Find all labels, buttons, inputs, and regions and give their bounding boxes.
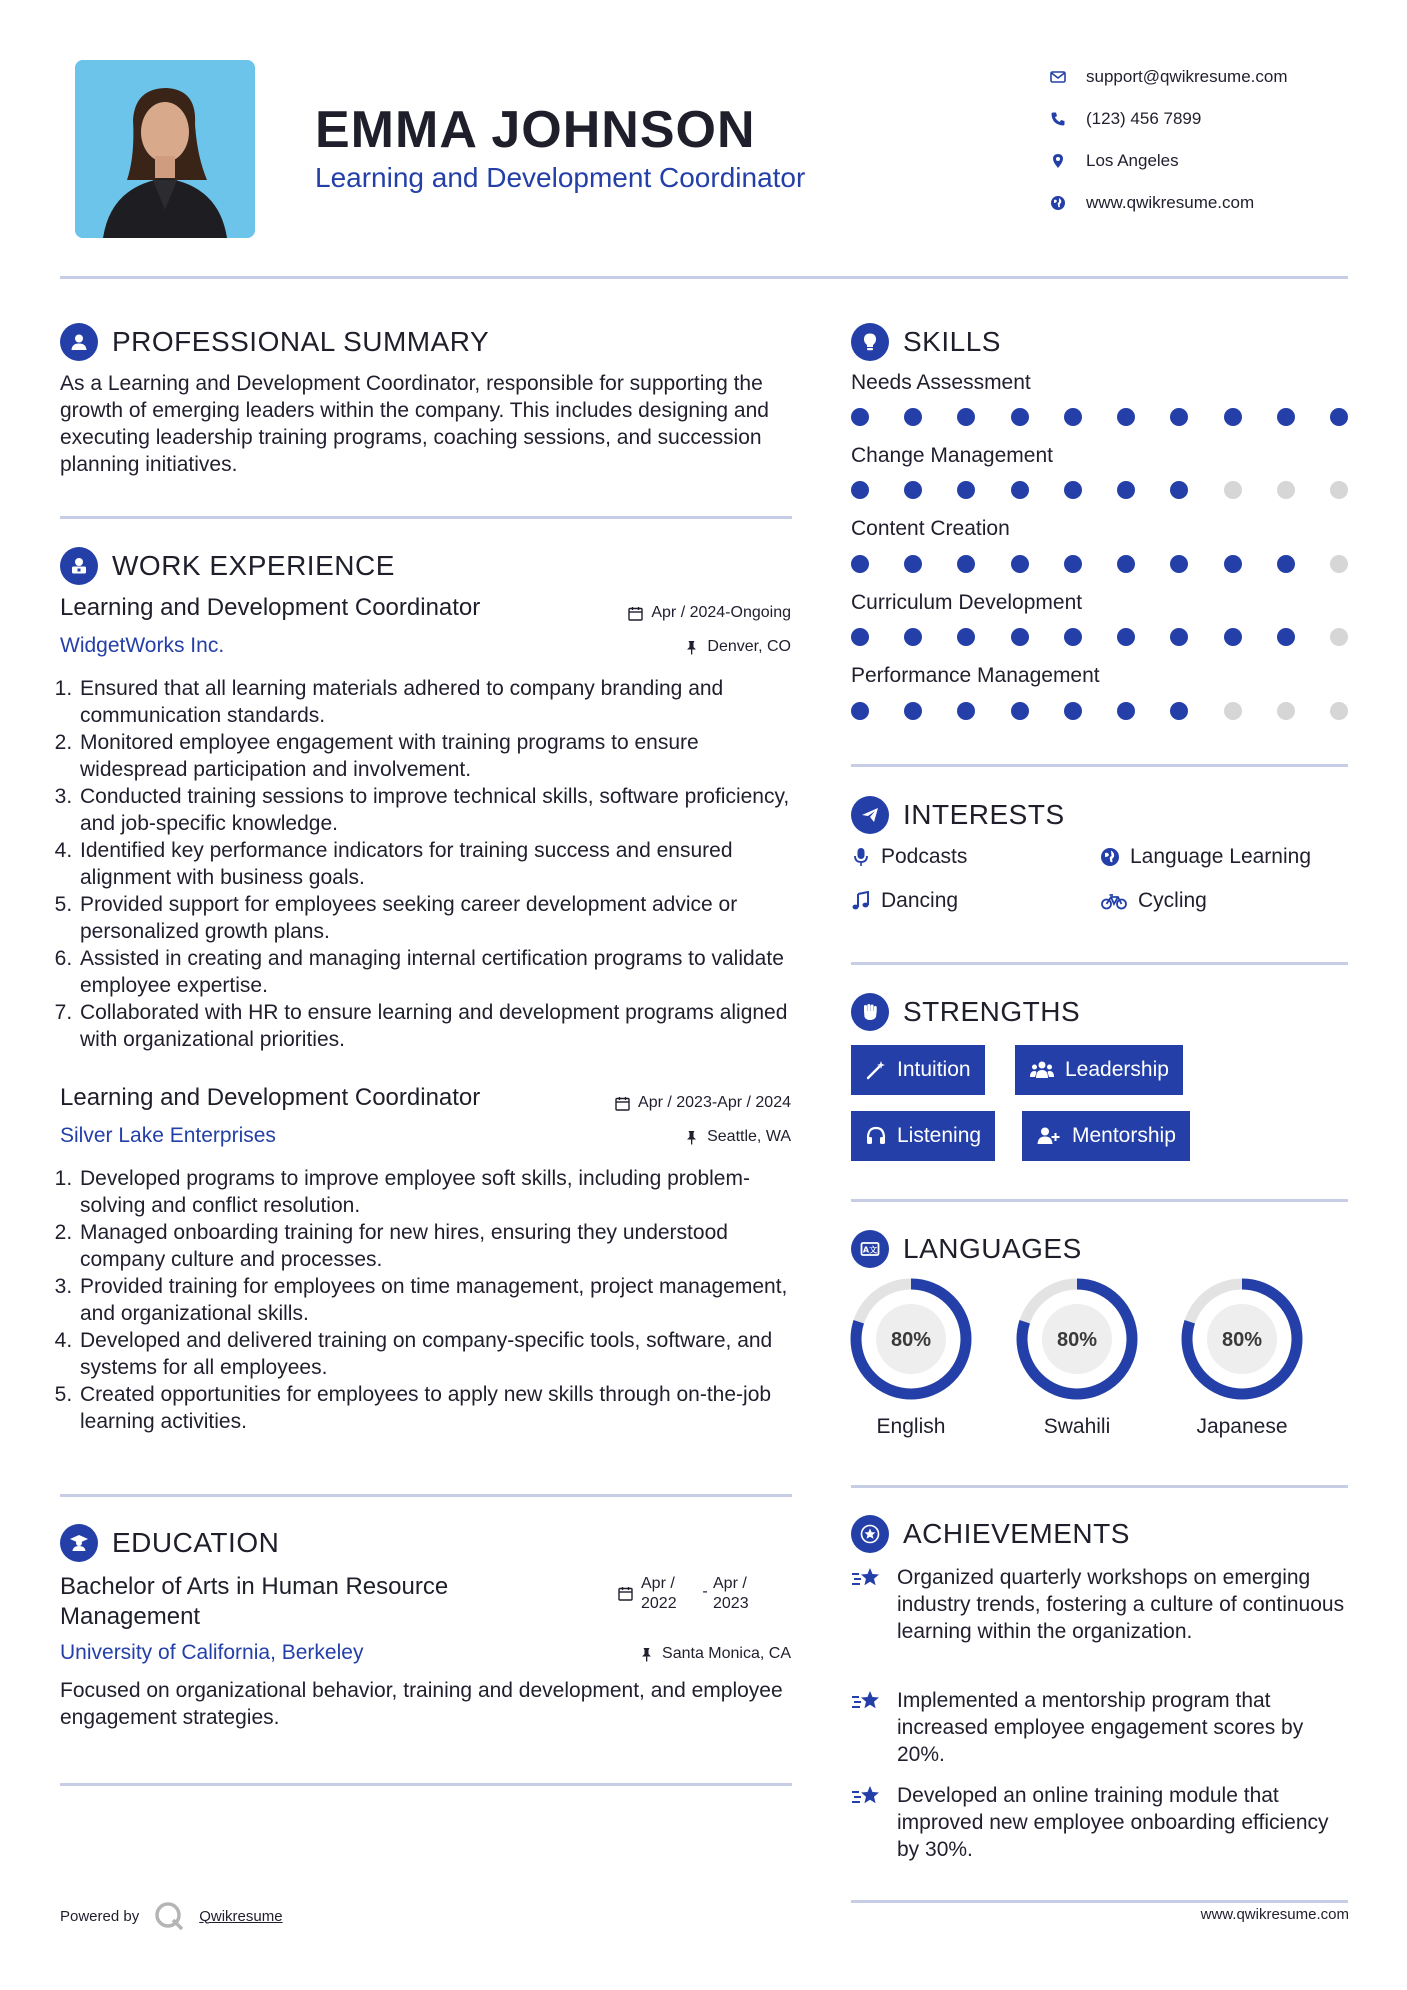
strength-badge bbox=[851, 1045, 985, 1095]
achievements-heading bbox=[851, 1515, 1130, 1553]
user-plus-icon bbox=[1036, 1125, 1062, 1147]
languages-heading-text: LANGUAGES bbox=[903, 1233, 1082, 1264]
strength-label: Mentorship bbox=[1072, 1124, 1176, 1147]
skills-heading bbox=[851, 323, 1001, 361]
interest-item bbox=[851, 845, 967, 869]
list-item: 2. Managed onboarding training for new hires, ensuring they understood company culture and processes. bbox=[78, 1219, 800, 1273]
skill-rating bbox=[851, 481, 1348, 499]
interests-heading-text: INTERESTS bbox=[903, 799, 1065, 830]
skill-dot bbox=[1117, 408, 1135, 426]
education-date-end: Apr / 2023 bbox=[713, 1575, 749, 1612]
strength-badge bbox=[1015, 1045, 1183, 1095]
skills-divider bbox=[851, 764, 1348, 767]
achievement-text: Developed an online training module that improved new employee onboarding efficiency by 30%. bbox=[897, 1784, 1329, 1861]
headphones-icon bbox=[865, 1125, 887, 1147]
skill-dot bbox=[1330, 555, 1348, 573]
footer-powered-by bbox=[60, 1900, 283, 1932]
summary-divider bbox=[60, 516, 792, 519]
skill-dot bbox=[904, 555, 922, 573]
list-item: 6. Assisted in creating and managing internal certification programs to validate employee expertise. bbox=[78, 945, 800, 999]
lightbulb-icon bbox=[851, 323, 889, 361]
fist-icon bbox=[851, 993, 889, 1031]
job-date-text: Apr / 2024-Ongoing bbox=[651, 604, 791, 621]
skill-dot bbox=[1117, 628, 1135, 646]
pushpin-icon bbox=[684, 1130, 699, 1145]
interest-label: Dancing bbox=[881, 889, 959, 912]
language-item bbox=[1180, 1277, 1304, 1439]
skill-dot bbox=[904, 481, 922, 499]
date-separator: - bbox=[702, 1583, 708, 1600]
candidate-title: Learning and Development Coordinator bbox=[315, 162, 806, 193]
skill-dot bbox=[957, 628, 975, 646]
interest-label: Podcasts bbox=[881, 845, 968, 868]
skill-dot bbox=[851, 481, 869, 499]
skill-dot bbox=[1064, 628, 1082, 646]
header-divider bbox=[60, 276, 1348, 279]
skill-dot bbox=[1064, 702, 1082, 720]
skill-dot bbox=[1330, 408, 1348, 426]
job-company: Silver Lake Enterprises bbox=[60, 1124, 276, 1147]
skill-dot bbox=[1011, 628, 1029, 646]
job-location bbox=[684, 638, 791, 656]
skill-dot bbox=[1224, 408, 1242, 426]
job-title: Learning and Development Coordinator bbox=[60, 1084, 481, 1111]
briefcase-icon bbox=[60, 547, 98, 585]
achievement-item bbox=[851, 1564, 1348, 1645]
skill-dot bbox=[1170, 408, 1188, 426]
interest-label: Language Learning bbox=[1130, 845, 1312, 868]
envelope-icon bbox=[1050, 69, 1086, 85]
skill-dot bbox=[1117, 702, 1135, 720]
list-item: 2. Monitored employee engagement with training programs to ensure widespread participation and involvement. bbox=[78, 729, 800, 783]
skill-dot bbox=[1064, 408, 1082, 426]
footer-website[interactable]: www.qwikresume.com bbox=[1200, 1906, 1349, 1923]
skill-dot bbox=[1224, 555, 1242, 573]
language-item bbox=[1015, 1277, 1139, 1439]
skill-dot bbox=[1170, 628, 1188, 646]
skill-dot bbox=[904, 702, 922, 720]
interests-heading bbox=[851, 796, 1065, 834]
language-name: Swahili bbox=[1043, 1415, 1111, 1438]
education-heading bbox=[60, 1524, 279, 1562]
map-marker-icon bbox=[1050, 153, 1086, 169]
list-item: 5. Created opportunities for employees to apply new skills through on-the-job learning activities. bbox=[78, 1381, 800, 1435]
skill-label: Curriculum Development bbox=[851, 591, 1083, 614]
music-icon bbox=[851, 891, 871, 911]
summary-text: As a Learning and Development Coordinator, responsible for supporting the growth of emerging leaders within the company. This includes designing and executing leadership training programs, coaching sessions, and succession planning initiatives. bbox=[60, 372, 769, 476]
qwikresume-logo-icon bbox=[153, 1900, 185, 1932]
education-text: Focused on organizational behavior, training and development, and employee engagement strategies. bbox=[60, 1679, 783, 1729]
list-item: 4. Developed and delivered training on company-specific tools, software, and systems for all employees. bbox=[78, 1327, 800, 1381]
powered-by-text: Powered by bbox=[60, 1907, 140, 1925]
skill-dot bbox=[1011, 555, 1029, 573]
strength-label: Leadership bbox=[1065, 1058, 1169, 1081]
skill-dot bbox=[957, 555, 975, 573]
contact-website-text: www.qwikresume.com bbox=[1086, 193, 1255, 212]
list-item: 1. Ensured that all learning materials adhered to company branding and communication standards. bbox=[78, 675, 800, 729]
job-location bbox=[684, 1128, 791, 1146]
skill-dot bbox=[1117, 481, 1135, 499]
contact-phone[interactable] bbox=[1050, 98, 1380, 140]
language-percent: 80% bbox=[1056, 1329, 1098, 1351]
skill-dot bbox=[1277, 555, 1295, 573]
strength-label: Intuition bbox=[897, 1058, 971, 1081]
languages-divider bbox=[851, 1485, 1348, 1488]
summary-heading-text: PROFESSIONAL SUMMARY bbox=[112, 326, 490, 357]
skill-dot bbox=[851, 555, 869, 573]
skill-dot bbox=[904, 408, 922, 426]
language-percent: 80% bbox=[1221, 1329, 1263, 1351]
experience-divider bbox=[60, 1494, 792, 1497]
skill-dot bbox=[1277, 481, 1295, 499]
skill-dot bbox=[1330, 628, 1348, 646]
experience-heading bbox=[60, 547, 395, 585]
strength-badge bbox=[851, 1111, 995, 1161]
list-item: 3. Provided training for employees on time management, project management, and organizational skills. bbox=[78, 1273, 800, 1327]
language-percent: 80% bbox=[890, 1329, 932, 1351]
strengths-divider bbox=[851, 1199, 1348, 1202]
pushpin-icon bbox=[639, 1647, 654, 1662]
education-heading-text: EDUCATION bbox=[112, 1527, 280, 1558]
achievements-divider bbox=[851, 1900, 1348, 1903]
interest-label: Cycling bbox=[1138, 889, 1207, 912]
skill-label: Content Creation bbox=[851, 517, 1010, 540]
skill-dot bbox=[957, 702, 975, 720]
contact-phone-text: (123) 456 7899 bbox=[1086, 109, 1202, 128]
qwikresume-link[interactable]: Qwikresume bbox=[199, 1907, 283, 1925]
strength-label: Listening bbox=[897, 1124, 982, 1147]
achievement-text: Implemented a mentorship program that increased employee engagement scores by 20%. bbox=[897, 1689, 1304, 1766]
interest-item bbox=[1100, 889, 1207, 913]
calendar-icon bbox=[618, 1586, 633, 1601]
achievement-text: Organized quarterly workshops on emerging industry trends, fostering a culture of continuous learning within the organization. bbox=[897, 1566, 1345, 1643]
skill-dot bbox=[1064, 481, 1082, 499]
pushpin-icon bbox=[684, 640, 699, 655]
skill-dot bbox=[1170, 481, 1188, 499]
skill-dot bbox=[851, 702, 869, 720]
job-title: Learning and Development Coordinator bbox=[60, 594, 481, 621]
contact-website[interactable] bbox=[1050, 182, 1380, 224]
user-icon bbox=[60, 323, 98, 361]
skill-dot bbox=[1170, 555, 1188, 573]
graduate-icon bbox=[60, 1524, 98, 1562]
candidate-name: EMMA JOHNSON bbox=[315, 101, 756, 159]
interest-item bbox=[1100, 845, 1311, 869]
skills-heading-text: SKILLS bbox=[903, 326, 1001, 357]
skill-rating bbox=[851, 408, 1348, 426]
summary-heading bbox=[60, 323, 489, 361]
language-progress-ring bbox=[849, 1277, 973, 1401]
calendar-icon bbox=[628, 606, 643, 621]
language-name: Japanese bbox=[1196, 1415, 1288, 1438]
degree-title: Bachelor of Arts in Human Resource Management bbox=[60, 1573, 449, 1630]
skill-dot bbox=[1064, 555, 1082, 573]
skill-dot bbox=[1117, 555, 1135, 573]
list-item: 4. Identified key performance indicators for training success and ensured alignment with business goals. bbox=[78, 837, 800, 891]
paper-plane-icon bbox=[851, 796, 889, 834]
shooting-star-icon bbox=[851, 1687, 883, 1717]
education-date bbox=[618, 1574, 763, 1614]
achievements-heading-text: ACHIEVEMENTS bbox=[903, 1518, 1130, 1549]
skill-dot bbox=[904, 628, 922, 646]
education-location bbox=[639, 1645, 791, 1663]
job-location-text: Denver, CO bbox=[707, 638, 791, 655]
skill-label: Performance Management bbox=[851, 664, 1100, 687]
contact-email-text: support@qwikresume.com bbox=[1086, 67, 1288, 86]
job-duties-list bbox=[60, 675, 800, 1053]
globe-icon bbox=[1100, 847, 1120, 867]
strengths-heading-text: STRENGTHS bbox=[903, 996, 1081, 1027]
contact-location-text: Los Angeles bbox=[1086, 151, 1179, 170]
achievement-item bbox=[851, 1687, 1348, 1768]
skill-dot bbox=[1011, 408, 1029, 426]
skill-dot bbox=[851, 408, 869, 426]
skill-dot bbox=[1170, 702, 1188, 720]
job-date bbox=[615, 1094, 791, 1112]
calendar-icon bbox=[615, 1096, 630, 1111]
job-company: WidgetWorks Inc. bbox=[60, 634, 225, 657]
skill-rating bbox=[851, 702, 1348, 720]
skill-dot bbox=[1011, 481, 1029, 499]
skill-label: Change Management bbox=[851, 444, 1053, 467]
education-date-start: Apr / 2022 bbox=[641, 1575, 677, 1612]
skill-dot bbox=[1277, 408, 1295, 426]
skill-dot bbox=[1330, 702, 1348, 720]
language-card-icon bbox=[851, 1230, 889, 1268]
skill-dot bbox=[1224, 481, 1242, 499]
skill-dot bbox=[1277, 702, 1295, 720]
job-duties-list bbox=[60, 1165, 800, 1435]
shooting-star-icon bbox=[851, 1782, 883, 1812]
skill-rating bbox=[851, 628, 1348, 646]
microphone-icon bbox=[851, 847, 871, 867]
language-progress-ring bbox=[1015, 1277, 1139, 1401]
skill-dot bbox=[851, 628, 869, 646]
skill-label: Needs Assessment bbox=[851, 371, 1031, 394]
skill-dot bbox=[957, 408, 975, 426]
experience-heading-text: WORK EXPERIENCE bbox=[112, 550, 395, 581]
list-item: 1. Developed programs to improve employee soft skills, including problem-solving and conflict resolution. bbox=[78, 1165, 800, 1219]
svg-text:A文: A文 bbox=[862, 1245, 878, 1255]
skill-rating bbox=[851, 555, 1348, 573]
education-divider bbox=[60, 1783, 792, 1786]
language-item bbox=[849, 1277, 973, 1439]
job-location-text: Seattle, WA bbox=[707, 1128, 791, 1145]
list-item: 5. Provided support for employees seeking career development advice or personalized growth plans. bbox=[78, 891, 800, 945]
interests-divider bbox=[851, 962, 1348, 965]
skill-dot bbox=[1224, 702, 1242, 720]
list-item: 3. Conducted training sessions to improve technical skills, software proficiency, and job-specific knowledge. bbox=[78, 783, 800, 837]
school-name: University of California, Berkeley bbox=[60, 1641, 364, 1664]
job-date-text: Apr / 2023-Apr / 2024 bbox=[638, 1094, 791, 1111]
language-name: English bbox=[876, 1415, 946, 1438]
language-progress-ring bbox=[1180, 1277, 1304, 1401]
users-icon bbox=[1029, 1059, 1055, 1081]
profile-photo-image bbox=[75, 60, 255, 238]
interest-item bbox=[851, 889, 958, 913]
skill-dot bbox=[957, 481, 975, 499]
list-item: 7. Collaborated with HR to ensure learning and development programs aligned with organizational priorities. bbox=[78, 999, 800, 1053]
strength-badge bbox=[1022, 1111, 1190, 1161]
strengths-heading bbox=[851, 993, 1080, 1031]
skill-dot bbox=[1330, 481, 1348, 499]
phone-icon bbox=[1050, 111, 1086, 127]
shooting-star-icon bbox=[851, 1564, 883, 1594]
profile-photo bbox=[75, 60, 255, 238]
skill-dot bbox=[1277, 628, 1295, 646]
job-date bbox=[628, 604, 791, 622]
globe-icon bbox=[1050, 195, 1086, 211]
contact-list bbox=[1050, 56, 1380, 224]
education-location-text: Santa Monica, CA bbox=[662, 1645, 791, 1662]
bicycle-icon bbox=[1100, 891, 1128, 911]
contact-email[interactable] bbox=[1050, 56, 1380, 98]
skill-dot bbox=[1011, 702, 1029, 720]
achievement-item bbox=[851, 1782, 1348, 1863]
star-badge-icon bbox=[851, 1515, 889, 1553]
contact-location bbox=[1050, 140, 1380, 182]
magic-wand-icon bbox=[865, 1059, 887, 1081]
languages-heading bbox=[851, 1230, 1082, 1268]
skill-dot bbox=[1224, 628, 1242, 646]
